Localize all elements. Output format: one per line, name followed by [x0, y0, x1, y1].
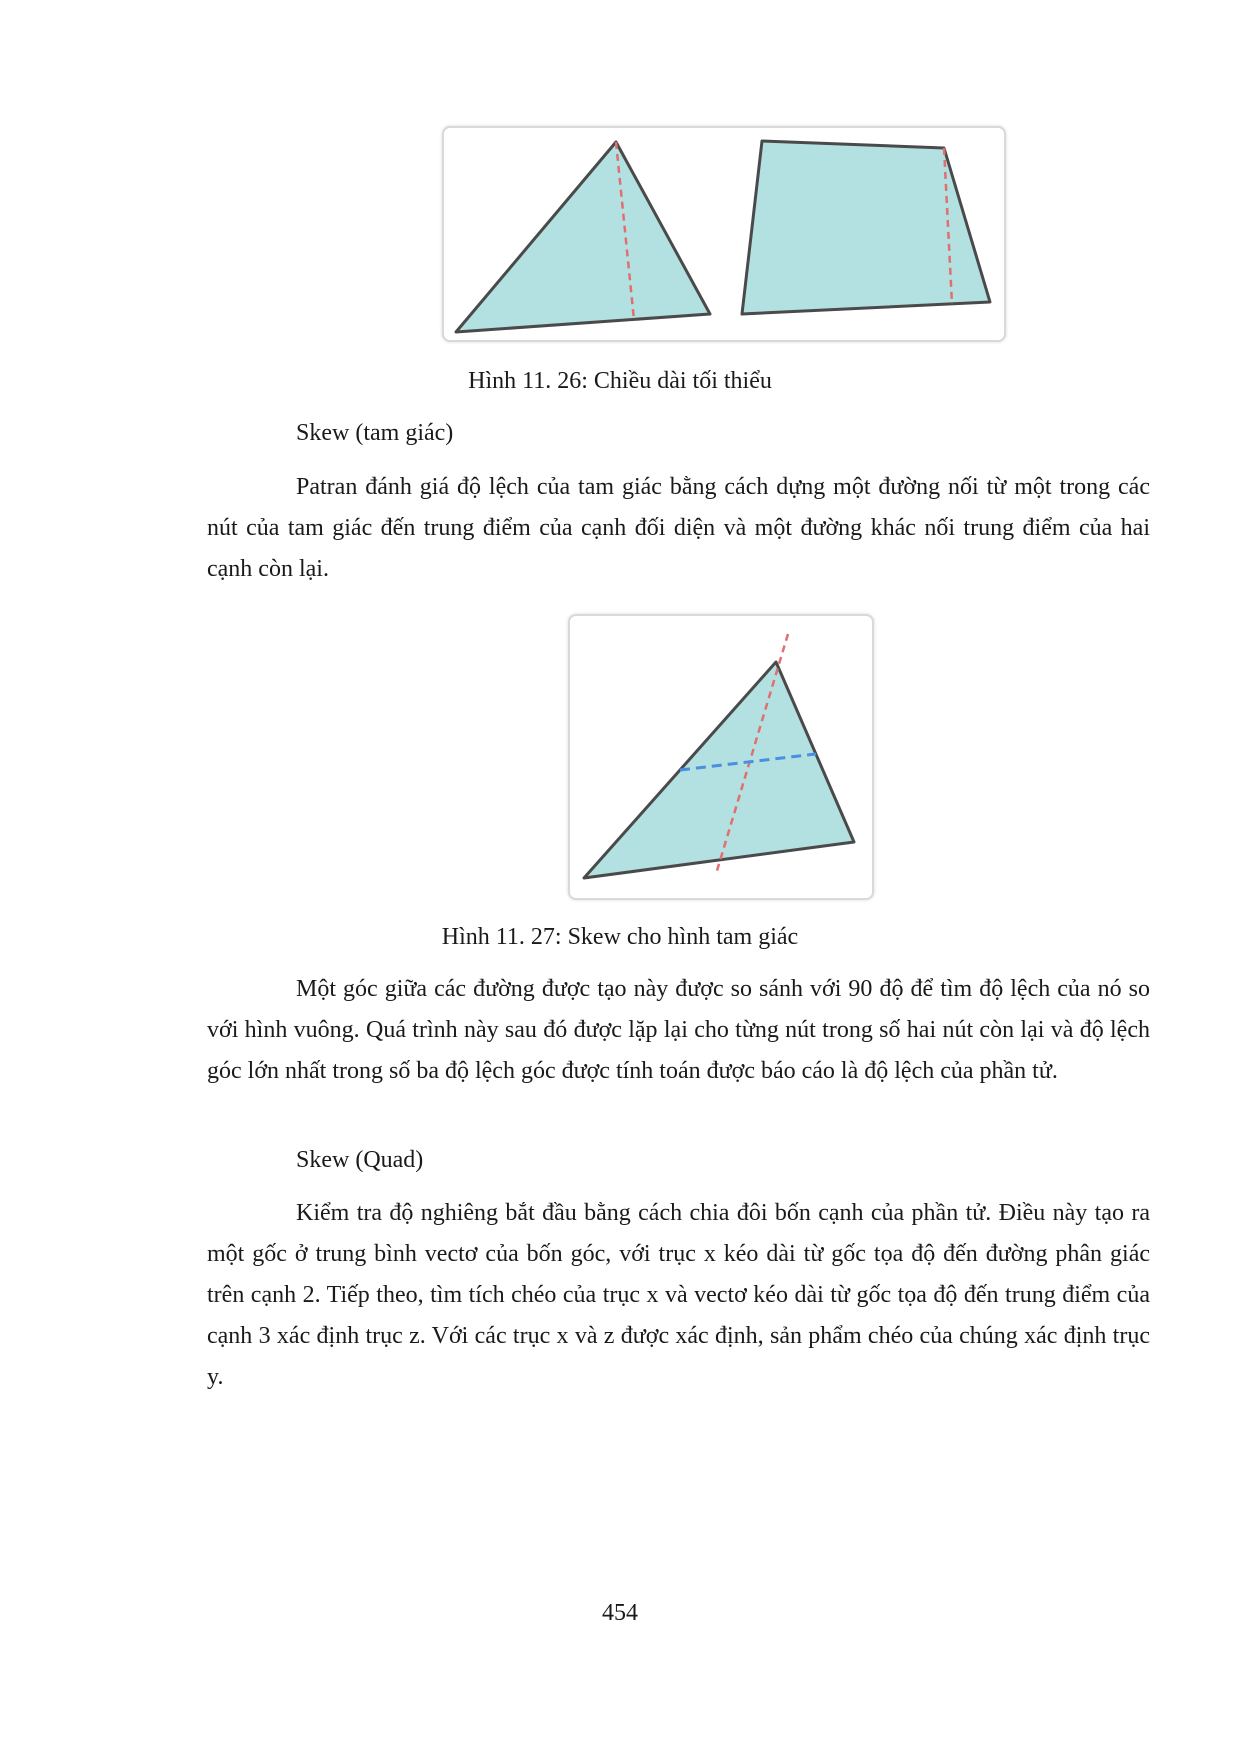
- heading-skew-quad: Skew (Quad): [296, 1147, 424, 1173]
- figure-triangle-skew: [568, 614, 874, 900]
- figure-26-caption: Hình 11. 26: Chiều dài tối thiểu: [468, 368, 772, 394]
- triangle-shape: [456, 142, 710, 332]
- figure-27-caption: Hình 11. 27: Skew cho hình tam giác: [441, 924, 799, 950]
- paragraph-quad-skew: Kiểm tra độ nghiêng bắt đầu bằng cách chia đôi bốn cạnh của phần tử. Điều này tạo ra một gốc ở trung bình vectơ của bốn góc, với trục x kéo dài từ gốc tọa độ đến đường phân giác trên cạnh 2. Tiếp theo, tìm tích chéo của trục x và vectơ kéo dài từ gốc tọa độ đến trung điểm của cạnh 3 xác định trục z. Với các trục x và z được xác định, sản phẩm chéo của chúng xác định trục y.: [207, 1200, 1150, 1390]
- min-length-diagram: [444, 128, 1004, 340]
- quad-shape: [742, 141, 990, 314]
- paragraph-triangle-skew: Patran đánh giá độ lệch của tam giác bằng cách dựng một đường nối từ một trong các nút của tam giác đến trung điểm của cạnh đối diện và một đường khác nối trung điểm của hai cạnh còn lại.: [207, 474, 1150, 582]
- page-number: 454: [602, 1600, 638, 1626]
- heading-skew-triangle: Skew (tam giác): [296, 420, 454, 446]
- triangle-skew-diagram: [570, 616, 872, 898]
- skew-triangle-shape: [584, 662, 854, 878]
- figure-min-length: [442, 126, 1006, 342]
- paragraph-skew-angle: Một góc giữa các đường được tạo này được so sánh với 90 độ để tìm độ lệch của nó so với hình vuông. Quá trình này sau đó được lặp lại cho từng nút trong số hai nút còn lại và độ lệch góc lớn nhất trong số ba độ lệch góc được tính toán được báo cáo là độ lệch của phần tử.: [207, 976, 1150, 1084]
